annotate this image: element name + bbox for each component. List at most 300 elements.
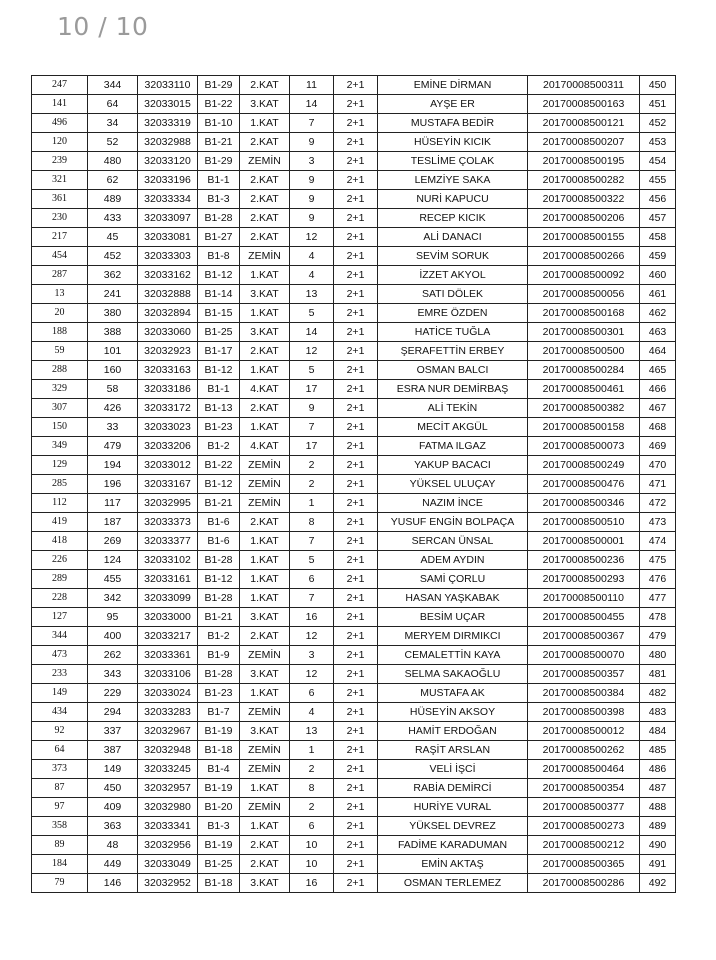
number-cell: 344 xyxy=(88,76,138,95)
number-cell: 452 xyxy=(88,247,138,266)
code-cell: 32032967 xyxy=(138,722,198,741)
code-cell: 32032956 xyxy=(138,836,198,855)
sequence-cell: 458 xyxy=(640,228,676,247)
block-cell: B1-1 xyxy=(198,171,240,190)
unit-no-cell: 3 xyxy=(290,152,334,171)
block-cell: B1-21 xyxy=(198,494,240,513)
floor-cell: 3.KAT xyxy=(240,323,290,342)
unit-no-cell: 2 xyxy=(290,798,334,817)
unit-no-cell: 10 xyxy=(290,855,334,874)
name-cell: AYŞE ER xyxy=(378,95,528,114)
floor-cell: 2.KAT xyxy=(240,171,290,190)
sequence-cell: 483 xyxy=(640,703,676,722)
floor-cell: 1.KAT xyxy=(240,418,290,437)
number-cell: 33 xyxy=(88,418,138,437)
application-no-cell: 20170008500262 xyxy=(528,741,640,760)
sequence-cell: 482 xyxy=(640,684,676,703)
floor-cell: ZEMİN xyxy=(240,456,290,475)
floor-cell: ZEMİN xyxy=(240,703,290,722)
name-cell: BESİM UÇAR xyxy=(378,608,528,627)
room-type-cell: 2+1 xyxy=(334,133,378,152)
table-body xyxy=(32,76,676,893)
room-type-cell: 2+1 xyxy=(334,874,378,893)
unit-no-cell: 16 xyxy=(290,608,334,627)
room-type-cell: 2+1 xyxy=(334,171,378,190)
unit-no-cell: 17 xyxy=(290,380,334,399)
block-cell: B1-1 xyxy=(198,380,240,399)
room-type-cell: 2+1 xyxy=(334,817,378,836)
floor-cell: 2.KAT xyxy=(240,513,290,532)
unit-no-cell: 7 xyxy=(290,114,334,133)
sequence-cell: 481 xyxy=(640,665,676,684)
floor-cell: 1.KAT xyxy=(240,532,290,551)
sequence-cell: 462 xyxy=(640,304,676,323)
room-type-cell: 2+1 xyxy=(334,380,378,399)
block-cell: B1-22 xyxy=(198,95,240,114)
number-cell: 269 xyxy=(88,532,138,551)
block-cell: B1-3 xyxy=(198,817,240,836)
unit-no-cell: 13 xyxy=(290,722,334,741)
row-index-cell: 92 xyxy=(32,722,88,741)
code-cell: 32032948 xyxy=(138,741,198,760)
floor-cell: 1.KAT xyxy=(240,304,290,323)
table-row xyxy=(32,532,676,551)
block-cell: B1-25 xyxy=(198,855,240,874)
room-type-cell: 2+1 xyxy=(334,684,378,703)
sequence-cell: 474 xyxy=(640,532,676,551)
application-no-cell: 20170008500168 xyxy=(528,304,640,323)
sequence-cell: 477 xyxy=(640,589,676,608)
block-cell: B1-10 xyxy=(198,114,240,133)
floor-cell: 4.KAT xyxy=(240,437,290,456)
application-no-cell: 20170008500382 xyxy=(528,399,640,418)
table-row xyxy=(32,152,676,171)
floor-cell: 3.KAT xyxy=(240,874,290,893)
block-cell: B1-3 xyxy=(198,190,240,209)
table-row xyxy=(32,399,676,418)
unit-no-cell: 11 xyxy=(290,76,334,95)
block-cell: B1-28 xyxy=(198,551,240,570)
room-type-cell: 2+1 xyxy=(334,798,378,817)
allocation-table xyxy=(31,75,676,893)
table-row xyxy=(32,855,676,874)
application-no-cell: 20170008500476 xyxy=(528,475,640,494)
row-index-cell: 321 xyxy=(32,171,88,190)
table-row xyxy=(32,361,676,380)
block-cell: B1-8 xyxy=(198,247,240,266)
name-cell: HAMİT ERDOĞAN xyxy=(378,722,528,741)
table-row xyxy=(32,779,676,798)
application-no-cell: 20170008500273 xyxy=(528,817,640,836)
row-index-cell: 285 xyxy=(32,475,88,494)
code-cell: 32033162 xyxy=(138,266,198,285)
application-no-cell: 20170008500163 xyxy=(528,95,640,114)
table-row xyxy=(32,228,676,247)
application-no-cell: 20170008500236 xyxy=(528,551,640,570)
row-index-cell: 434 xyxy=(32,703,88,722)
unit-no-cell: 12 xyxy=(290,228,334,247)
row-index-cell: 358 xyxy=(32,817,88,836)
unit-no-cell: 17 xyxy=(290,437,334,456)
page-indicator: 10 / 10 xyxy=(57,12,149,41)
number-cell: 34 xyxy=(88,114,138,133)
name-cell: FADİME KARADUMAN xyxy=(378,836,528,855)
room-type-cell: 2+1 xyxy=(334,513,378,532)
table-row xyxy=(32,760,676,779)
number-cell: 187 xyxy=(88,513,138,532)
code-cell: 32033163 xyxy=(138,361,198,380)
room-type-cell: 2+1 xyxy=(334,532,378,551)
name-cell: YÜKSEL DEVREZ xyxy=(378,817,528,836)
name-cell: MERYEM DIRMIKCI xyxy=(378,627,528,646)
name-cell: SATI DÖLEK xyxy=(378,285,528,304)
code-cell: 32033097 xyxy=(138,209,198,228)
row-index-cell: 233 xyxy=(32,665,88,684)
name-cell: VELİ İŞCİ xyxy=(378,760,528,779)
block-cell: B1-18 xyxy=(198,874,240,893)
unit-no-cell: 16 xyxy=(290,874,334,893)
application-no-cell: 20170008500384 xyxy=(528,684,640,703)
code-cell: 32032957 xyxy=(138,779,198,798)
application-no-cell: 20170008500311 xyxy=(528,76,640,95)
row-index-cell: 307 xyxy=(32,399,88,418)
code-cell: 32033106 xyxy=(138,665,198,684)
number-cell: 388 xyxy=(88,323,138,342)
floor-cell: 1.KAT xyxy=(240,779,290,798)
floor-cell: 1.KAT xyxy=(240,551,290,570)
name-cell: ADEM AYDIN xyxy=(378,551,528,570)
row-index-cell: 361 xyxy=(32,190,88,209)
code-cell: 32033000 xyxy=(138,608,198,627)
name-cell: ESRA NUR DEMİRBAŞ xyxy=(378,380,528,399)
number-cell: 433 xyxy=(88,209,138,228)
unit-no-cell: 5 xyxy=(290,361,334,380)
table-row xyxy=(32,741,676,760)
name-cell: HURİYE VURAL xyxy=(378,798,528,817)
block-cell: B1-4 xyxy=(198,760,240,779)
block-cell: B1-12 xyxy=(198,266,240,285)
code-cell: 32033245 xyxy=(138,760,198,779)
table-row xyxy=(32,95,676,114)
application-no-cell: 20170008500284 xyxy=(528,361,640,380)
sequence-cell: 488 xyxy=(640,798,676,817)
floor-cell: ZEMİN xyxy=(240,475,290,494)
number-cell: 124 xyxy=(88,551,138,570)
sequence-cell: 486 xyxy=(640,760,676,779)
block-cell: B1-28 xyxy=(198,589,240,608)
room-type-cell: 2+1 xyxy=(334,760,378,779)
code-cell: 32033012 xyxy=(138,456,198,475)
application-no-cell: 20170008500266 xyxy=(528,247,640,266)
name-cell: YUSUF ENGİN BOLPAÇA xyxy=(378,513,528,532)
row-index-cell: 112 xyxy=(32,494,88,513)
row-index-cell: 373 xyxy=(32,760,88,779)
floor-cell: 1.KAT xyxy=(240,266,290,285)
block-cell: B1-14 xyxy=(198,285,240,304)
name-cell: NURİ KAPUCU xyxy=(378,190,528,209)
sequence-cell: 456 xyxy=(640,190,676,209)
unit-no-cell: 2 xyxy=(290,475,334,494)
name-cell: EMİNE DİRMAN xyxy=(378,76,528,95)
room-type-cell: 2+1 xyxy=(334,608,378,627)
unit-no-cell: 14 xyxy=(290,95,334,114)
sequence-cell: 468 xyxy=(640,418,676,437)
floor-cell: ZEMİN xyxy=(240,494,290,513)
code-cell: 32033341 xyxy=(138,817,198,836)
application-no-cell: 20170008500070 xyxy=(528,646,640,665)
number-cell: 380 xyxy=(88,304,138,323)
application-no-cell: 20170008500282 xyxy=(528,171,640,190)
room-type-cell: 2+1 xyxy=(334,266,378,285)
name-cell: HASAN YAŞKABAK xyxy=(378,589,528,608)
floor-cell: 3.KAT xyxy=(240,285,290,304)
number-cell: 426 xyxy=(88,399,138,418)
block-cell: B1-22 xyxy=(198,456,240,475)
row-index-cell: 344 xyxy=(32,627,88,646)
unit-no-cell: 13 xyxy=(290,285,334,304)
number-cell: 101 xyxy=(88,342,138,361)
code-cell: 32032980 xyxy=(138,798,198,817)
room-type-cell: 2+1 xyxy=(334,627,378,646)
application-no-cell: 20170008500398 xyxy=(528,703,640,722)
unit-no-cell: 4 xyxy=(290,247,334,266)
block-cell: B1-12 xyxy=(198,570,240,589)
application-no-cell: 20170008500367 xyxy=(528,627,640,646)
code-cell: 32033102 xyxy=(138,551,198,570)
code-cell: 32032952 xyxy=(138,874,198,893)
block-cell: B1-12 xyxy=(198,361,240,380)
floor-cell: 4.KAT xyxy=(240,380,290,399)
code-cell: 32033024 xyxy=(138,684,198,703)
number-cell: 95 xyxy=(88,608,138,627)
row-index-cell: 418 xyxy=(32,532,88,551)
room-type-cell: 2+1 xyxy=(334,418,378,437)
row-index-cell: 239 xyxy=(32,152,88,171)
number-cell: 455 xyxy=(88,570,138,589)
unit-no-cell: 9 xyxy=(290,190,334,209)
room-type-cell: 2+1 xyxy=(334,399,378,418)
name-cell: RECEP KICIK xyxy=(378,209,528,228)
unit-no-cell: 6 xyxy=(290,570,334,589)
name-cell: İZZET AKYOL xyxy=(378,266,528,285)
unit-no-cell: 12 xyxy=(290,627,334,646)
sequence-cell: 491 xyxy=(640,855,676,874)
row-index-cell: 13 xyxy=(32,285,88,304)
code-cell: 32033373 xyxy=(138,513,198,532)
unit-no-cell: 3 xyxy=(290,646,334,665)
name-cell: HÜSEYİN KICIK xyxy=(378,133,528,152)
number-cell: 400 xyxy=(88,627,138,646)
name-cell: SERCAN ÜNSAL xyxy=(378,532,528,551)
sequence-cell: 450 xyxy=(640,76,676,95)
floor-cell: ZEMİN xyxy=(240,760,290,779)
floor-cell: 1.KAT xyxy=(240,361,290,380)
application-no-cell: 20170008500464 xyxy=(528,760,640,779)
application-no-cell: 20170008500012 xyxy=(528,722,640,741)
block-cell: B1-28 xyxy=(198,209,240,228)
code-cell: 32033196 xyxy=(138,171,198,190)
floor-cell: ZEMİN xyxy=(240,798,290,817)
application-no-cell: 20170008500357 xyxy=(528,665,640,684)
row-index-cell: 287 xyxy=(32,266,88,285)
unit-no-cell: 1 xyxy=(290,494,334,513)
name-cell: YÜKSEL ULUÇAY xyxy=(378,475,528,494)
row-index-cell: 59 xyxy=(32,342,88,361)
floor-cell: 2.KAT xyxy=(240,855,290,874)
unit-no-cell: 7 xyxy=(290,418,334,437)
row-index-cell: 419 xyxy=(32,513,88,532)
name-cell: RABİA DEMİRCİ xyxy=(378,779,528,798)
application-no-cell: 20170008500206 xyxy=(528,209,640,228)
application-no-cell: 20170008500365 xyxy=(528,855,640,874)
application-no-cell: 20170008500301 xyxy=(528,323,640,342)
unit-no-cell: 9 xyxy=(290,209,334,228)
table-row xyxy=(32,190,676,209)
sequence-cell: 452 xyxy=(640,114,676,133)
row-index-cell: 288 xyxy=(32,361,88,380)
unit-no-cell: 12 xyxy=(290,665,334,684)
table-row xyxy=(32,76,676,95)
room-type-cell: 2+1 xyxy=(334,475,378,494)
code-cell: 32033361 xyxy=(138,646,198,665)
room-type-cell: 2+1 xyxy=(334,779,378,798)
number-cell: 480 xyxy=(88,152,138,171)
room-type-cell: 2+1 xyxy=(334,285,378,304)
name-cell: SAMİ ÇORLU xyxy=(378,570,528,589)
row-index-cell: 89 xyxy=(32,836,88,855)
application-no-cell: 20170008500056 xyxy=(528,285,640,304)
code-cell: 32033015 xyxy=(138,95,198,114)
table-row xyxy=(32,456,676,475)
block-cell: B1-19 xyxy=(198,722,240,741)
floor-cell: 2.KAT xyxy=(240,399,290,418)
block-cell: B1-2 xyxy=(198,437,240,456)
row-index-cell: 188 xyxy=(32,323,88,342)
row-index-cell: 127 xyxy=(32,608,88,627)
block-cell: B1-12 xyxy=(198,475,240,494)
floor-cell: 1.KAT xyxy=(240,817,290,836)
sequence-cell: 457 xyxy=(640,209,676,228)
block-cell: B1-13 xyxy=(198,399,240,418)
table-row xyxy=(32,114,676,133)
row-index-cell: 87 xyxy=(32,779,88,798)
application-no-cell: 20170008500346 xyxy=(528,494,640,513)
code-cell: 32033120 xyxy=(138,152,198,171)
table-row xyxy=(32,494,676,513)
unit-no-cell: 12 xyxy=(290,342,334,361)
block-cell: B1-2 xyxy=(198,627,240,646)
code-cell: 32033161 xyxy=(138,570,198,589)
application-no-cell: 20170008500207 xyxy=(528,133,640,152)
table-row xyxy=(32,475,676,494)
block-cell: B1-17 xyxy=(198,342,240,361)
sequence-cell: 485 xyxy=(640,741,676,760)
name-cell: HÜSEYİN AKSOY xyxy=(378,703,528,722)
code-cell: 32033186 xyxy=(138,380,198,399)
name-cell: FATMA ILGAZ xyxy=(378,437,528,456)
sequence-cell: 489 xyxy=(640,817,676,836)
floor-cell: 2.KAT xyxy=(240,133,290,152)
table-row xyxy=(32,589,676,608)
row-index-cell: 289 xyxy=(32,570,88,589)
unit-no-cell: 7 xyxy=(290,532,334,551)
number-cell: 196 xyxy=(88,475,138,494)
room-type-cell: 2+1 xyxy=(334,456,378,475)
unit-no-cell: 6 xyxy=(290,817,334,836)
application-no-cell: 20170008500500 xyxy=(528,342,640,361)
floor-cell: 1.KAT xyxy=(240,589,290,608)
sequence-cell: 455 xyxy=(640,171,676,190)
floor-cell: 3.KAT xyxy=(240,722,290,741)
name-cell: MUSTAFA AK xyxy=(378,684,528,703)
room-type-cell: 2+1 xyxy=(334,95,378,114)
code-cell: 32032995 xyxy=(138,494,198,513)
room-type-cell: 2+1 xyxy=(334,551,378,570)
room-type-cell: 2+1 xyxy=(334,247,378,266)
number-cell: 117 xyxy=(88,494,138,513)
room-type-cell: 2+1 xyxy=(334,190,378,209)
name-cell: ALİ TEKİN xyxy=(378,399,528,418)
number-cell: 45 xyxy=(88,228,138,247)
floor-cell: 2.KAT xyxy=(240,342,290,361)
number-cell: 449 xyxy=(88,855,138,874)
block-cell: B1-19 xyxy=(198,779,240,798)
name-cell: OSMAN TERLEMEZ xyxy=(378,874,528,893)
block-cell: B1-29 xyxy=(198,76,240,95)
code-cell: 32032923 xyxy=(138,342,198,361)
sequence-cell: 484 xyxy=(640,722,676,741)
sequence-cell: 465 xyxy=(640,361,676,380)
room-type-cell: 2+1 xyxy=(334,722,378,741)
row-index-cell: 20 xyxy=(32,304,88,323)
name-cell: EMİN AKTAŞ xyxy=(378,855,528,874)
unit-no-cell: 5 xyxy=(290,551,334,570)
table-row xyxy=(32,437,676,456)
row-index-cell: 217 xyxy=(32,228,88,247)
application-no-cell: 20170008500158 xyxy=(528,418,640,437)
unit-no-cell: 8 xyxy=(290,779,334,798)
number-cell: 409 xyxy=(88,798,138,817)
number-cell: 48 xyxy=(88,836,138,855)
sequence-cell: 454 xyxy=(640,152,676,171)
room-type-cell: 2+1 xyxy=(334,836,378,855)
block-cell: B1-25 xyxy=(198,323,240,342)
table-row xyxy=(32,665,676,684)
application-no-cell: 20170008500195 xyxy=(528,152,640,171)
floor-cell: 1.KAT xyxy=(240,684,290,703)
sequence-cell: 463 xyxy=(640,323,676,342)
number-cell: 194 xyxy=(88,456,138,475)
name-cell: LEMZİYE SAKA xyxy=(378,171,528,190)
block-cell: B1-6 xyxy=(198,532,240,551)
table-row xyxy=(32,551,676,570)
code-cell: 32033334 xyxy=(138,190,198,209)
sequence-cell: 467 xyxy=(640,399,676,418)
number-cell: 160 xyxy=(88,361,138,380)
floor-cell: ZEMİN xyxy=(240,741,290,760)
name-cell: TESLİME ÇOLAK xyxy=(378,152,528,171)
unit-no-cell: 9 xyxy=(290,171,334,190)
number-cell: 229 xyxy=(88,684,138,703)
table-row xyxy=(32,342,676,361)
sequence-cell: 487 xyxy=(640,779,676,798)
code-cell: 32033319 xyxy=(138,114,198,133)
row-index-cell: 454 xyxy=(32,247,88,266)
sequence-cell: 460 xyxy=(640,266,676,285)
application-no-cell: 20170008500510 xyxy=(528,513,640,532)
application-no-cell: 20170008500092 xyxy=(528,266,640,285)
room-type-cell: 2+1 xyxy=(334,741,378,760)
